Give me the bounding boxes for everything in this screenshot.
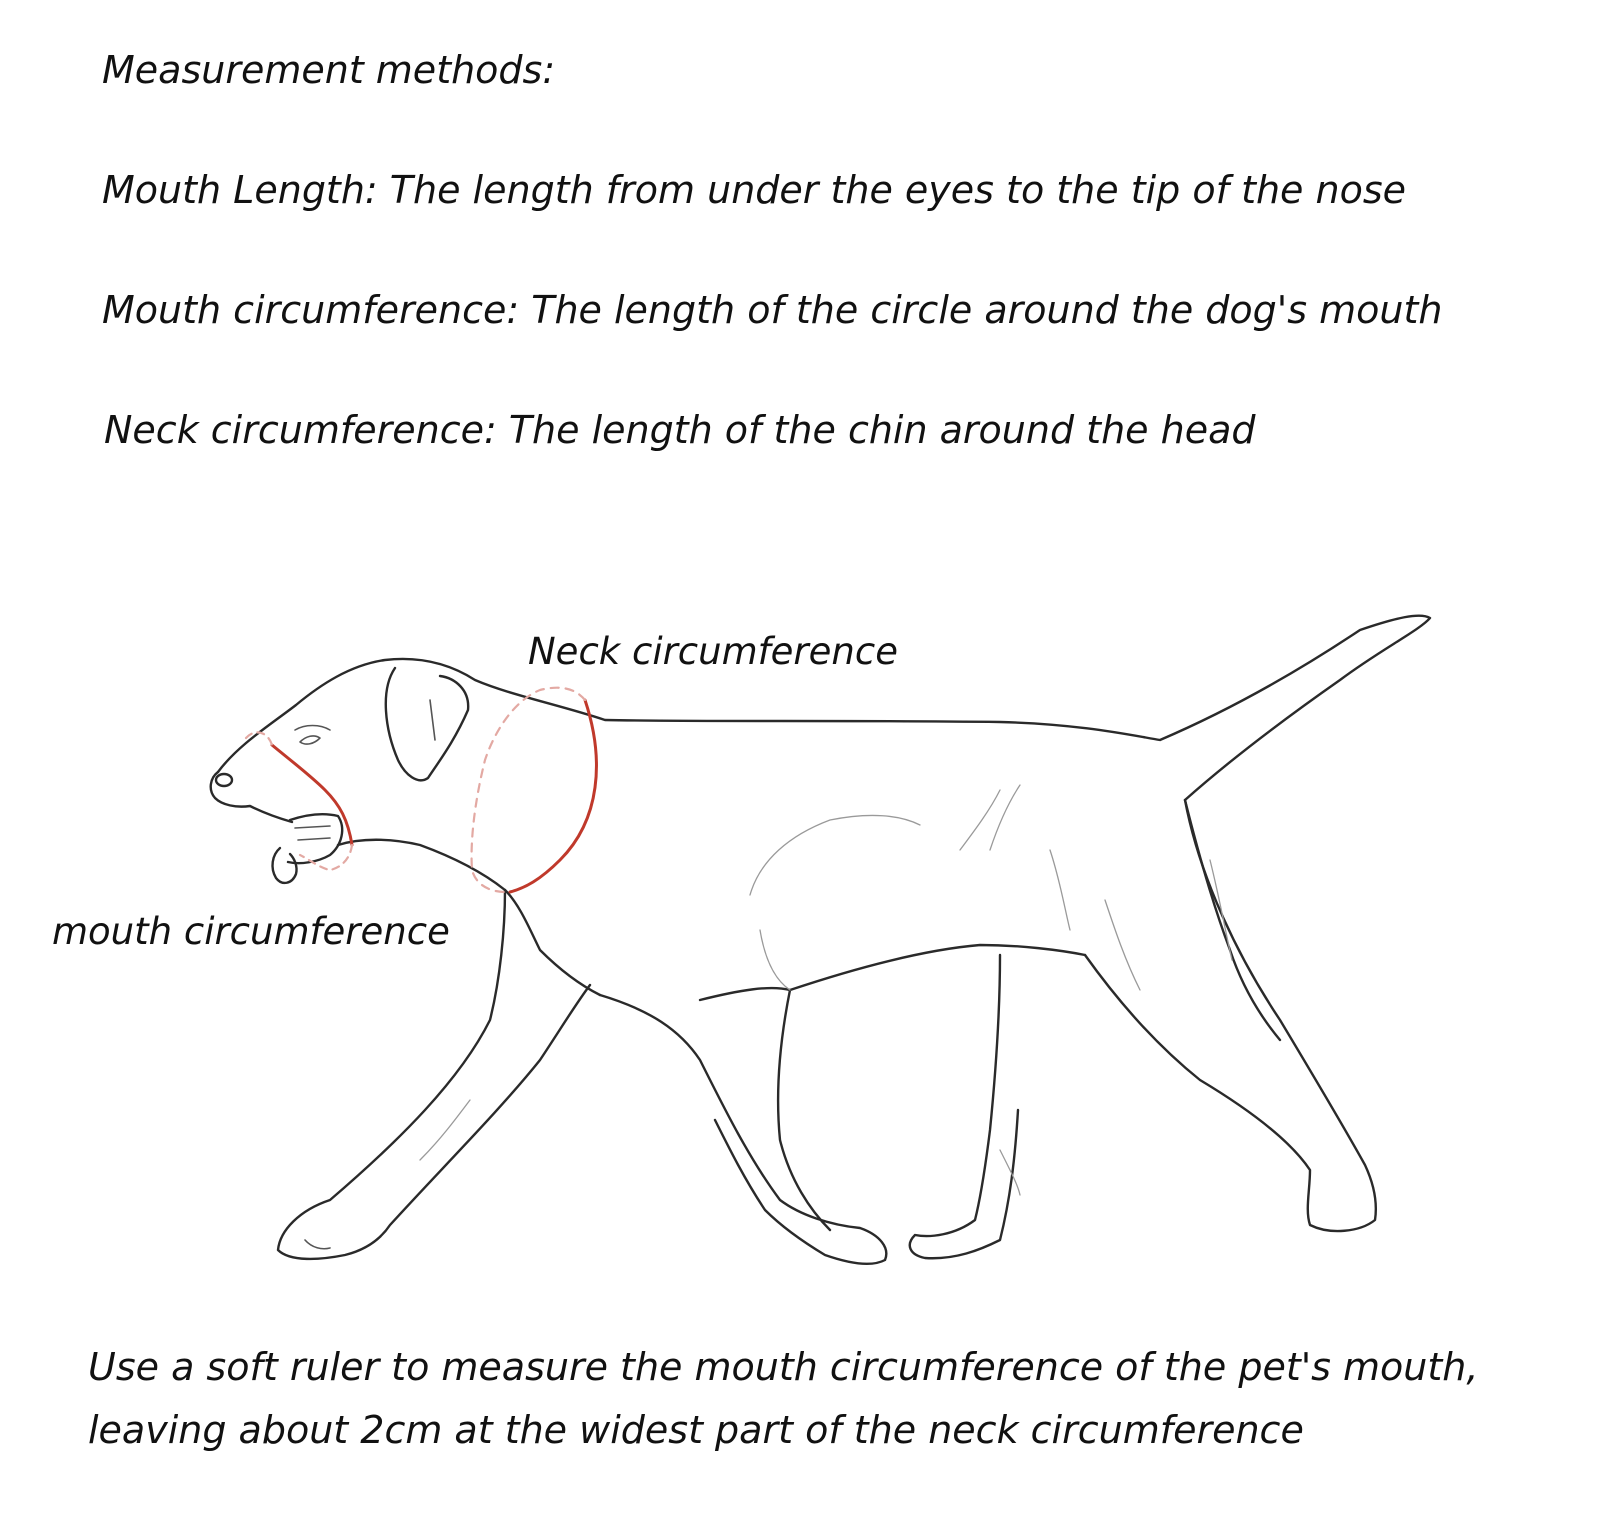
- neck-circumference-label: Neck circumference: [528, 630, 898, 673]
- neck-circumference-marker: [472, 688, 597, 892]
- instruction-line-1: Use a soft ruler to measure the mouth circumference of the pet's mouth,: [88, 1345, 1479, 1389]
- mouth-circumference-label: mouth circumference: [52, 910, 450, 953]
- definition-mouth-circumference: Mouth circumference: The length of the circle around the dog's mouth: [102, 288, 1443, 332]
- definition-mouth-length: Mouth Length: The length from under the eyes to the tip of the nose: [102, 168, 1407, 212]
- instruction-line-2: leaving about 2cm at the widest part of the neck circumference: [88, 1408, 1304, 1452]
- heading: Measurement methods:: [102, 48, 556, 92]
- definition-neck-circumference: Neck circumference: The length of the chin around the head: [104, 408, 1256, 452]
